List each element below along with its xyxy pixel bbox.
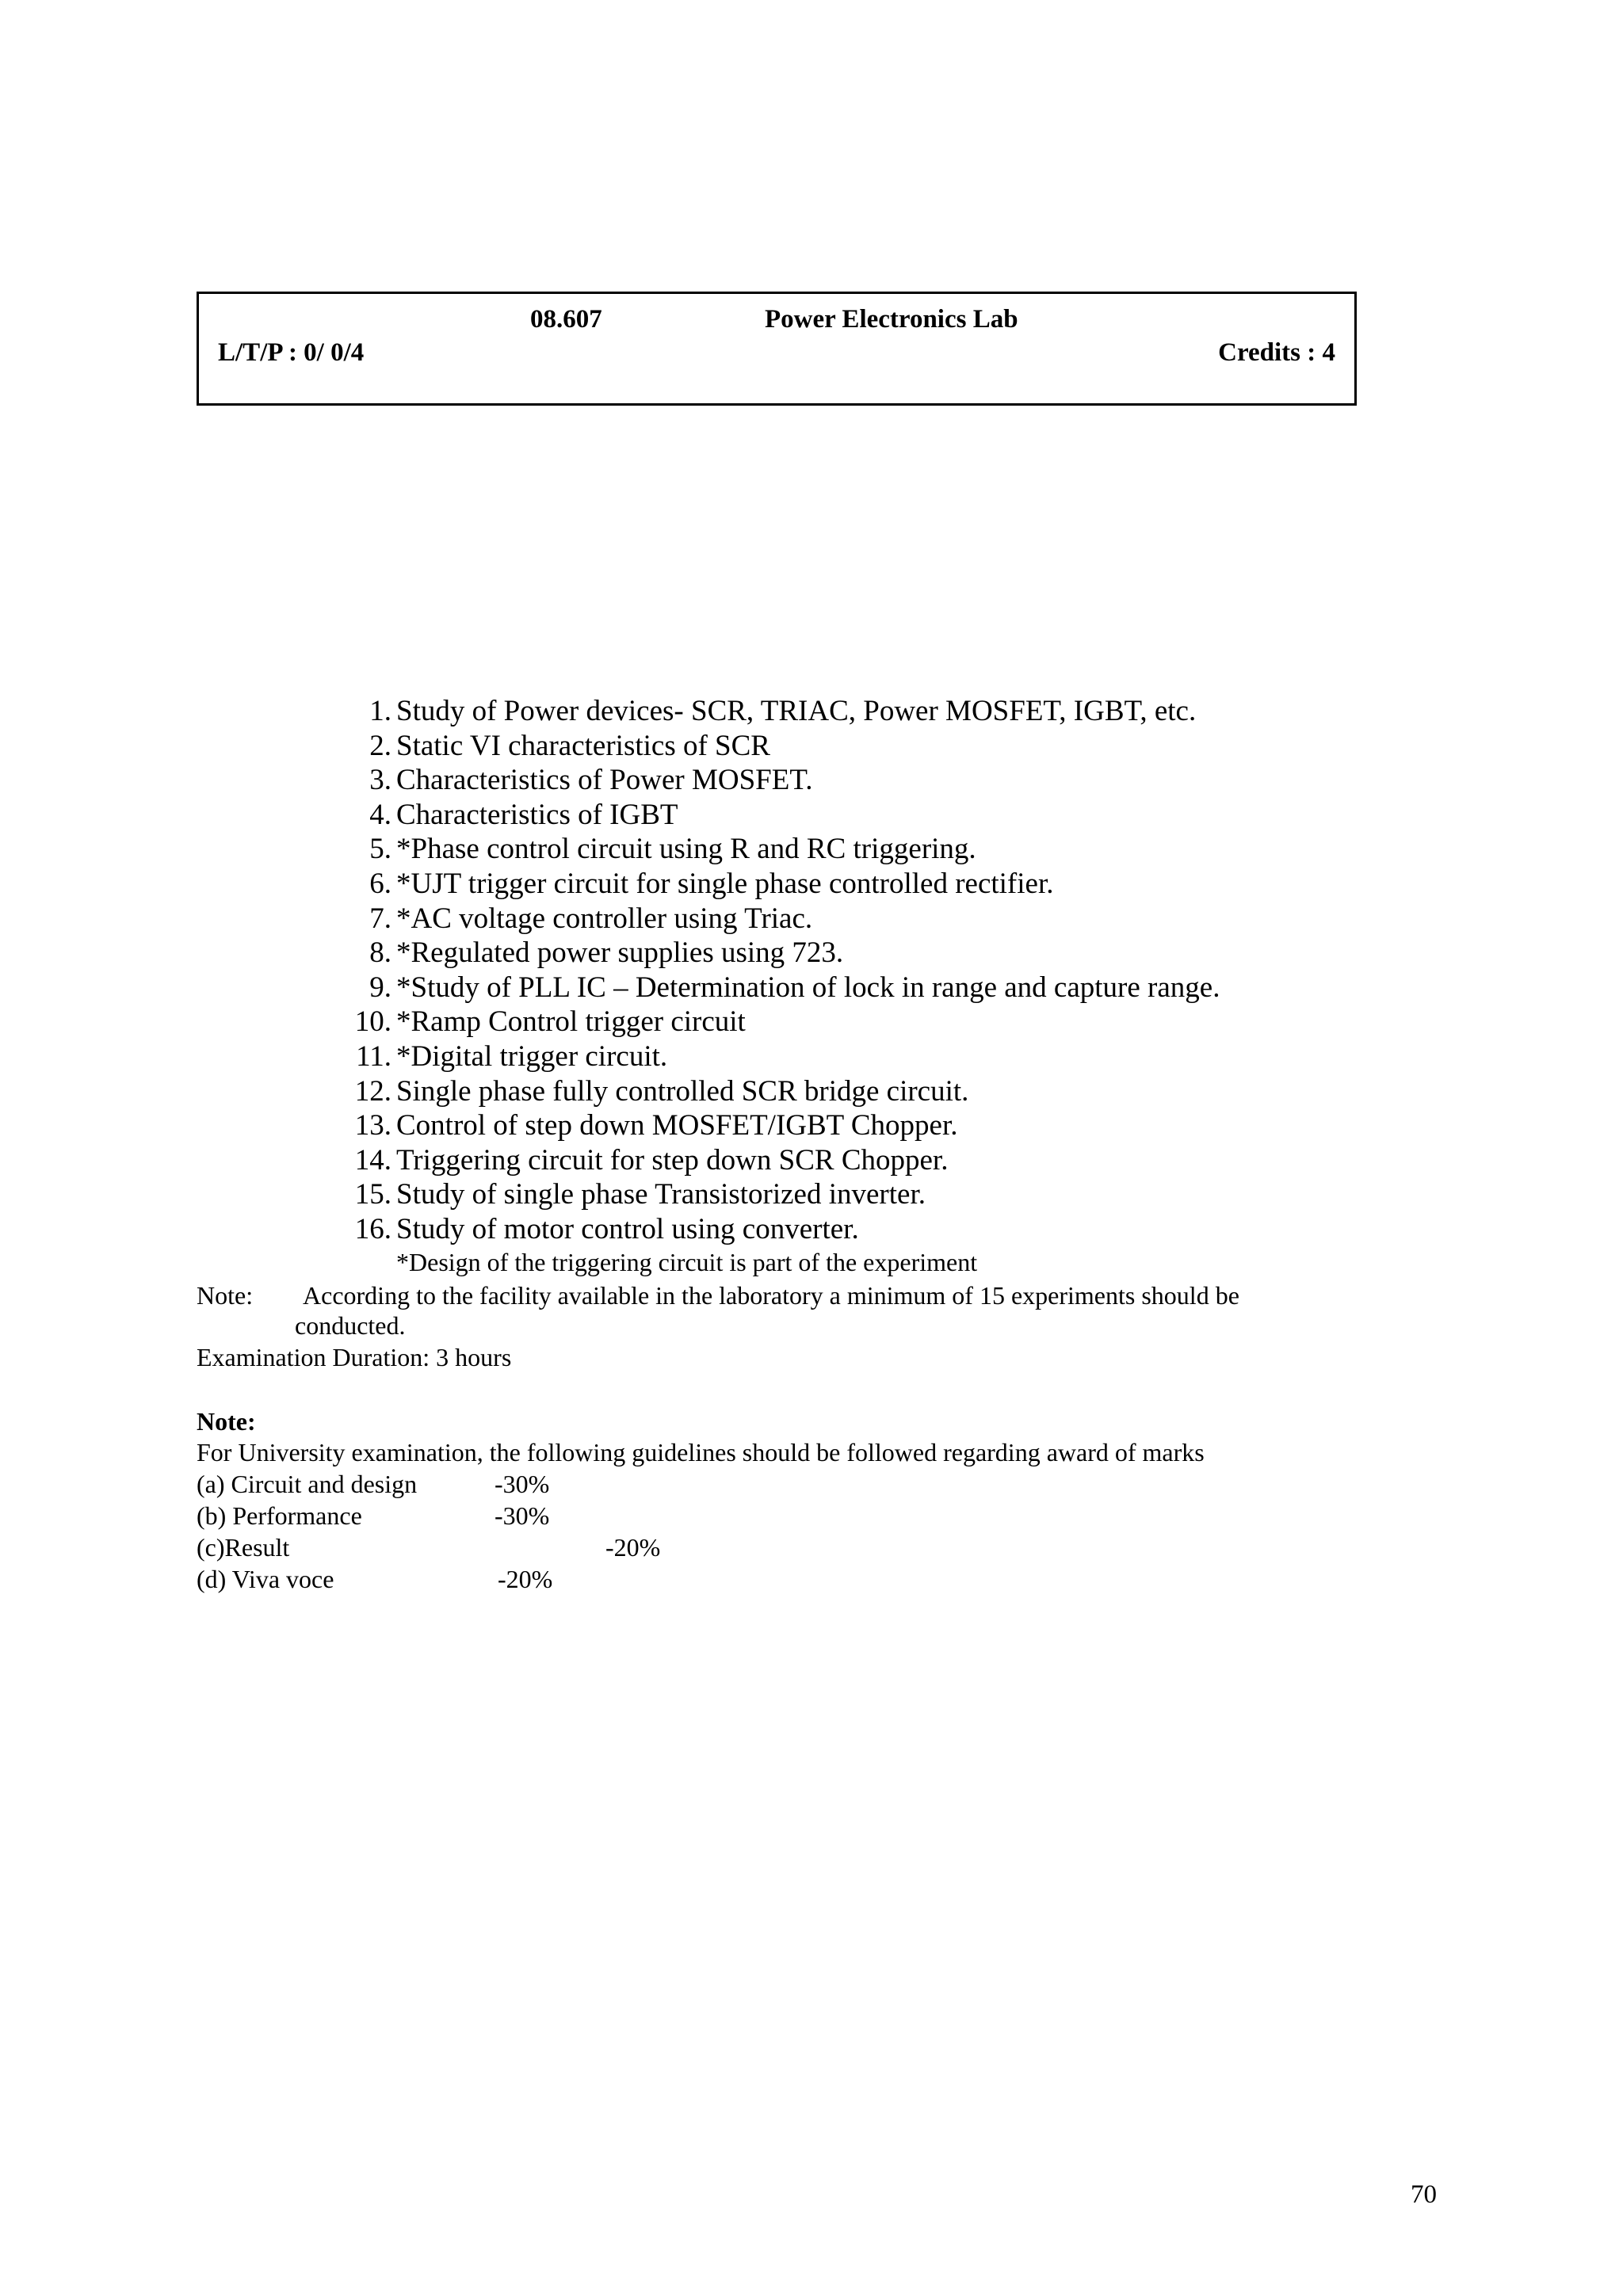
list-item-text: *UJT trigger circuit for single phase controlled rectifier.: [396, 867, 1054, 900]
list-item-text: Study of motor control using converter.: [396, 1212, 859, 1245]
list-item-text: Triggering circuit for step down SCR Chopper.: [396, 1143, 949, 1177]
note-text: According to the facility available in the laboratory a minimum of 15 experiments should be: [303, 1281, 1239, 1310]
list-item-text: *Digital trigger circuit.: [396, 1039, 668, 1073]
list-item: [341, 1177, 926, 1212]
marks-value: -30%: [495, 1470, 550, 1498]
list-item: [341, 798, 678, 833]
marks-value: -20%: [498, 1565, 553, 1593]
list-item: [341, 867, 1054, 902]
list-item: [341, 763, 813, 798]
marks-label: (a) Circuit and design: [197, 1470, 418, 1498]
list-item-text: Study of Power devices- SCR, TRIAC, Power MOSFET, IGBT, etc.: [396, 695, 1197, 727]
list-item: [341, 694, 1197, 729]
list-item-number: 4.: [369, 798, 391, 831]
list-item-text: *Phase control circuit using R and RC triggering.: [396, 833, 976, 866]
list-item: [341, 1074, 969, 1109]
list-item-number: 2.: [369, 729, 391, 762]
design-footnote: *Design of the triggering circuit is part of the experiment: [396, 1248, 978, 1276]
list-item-text: Control of step down MOSFET/IGBT Chopper.: [396, 1109, 958, 1142]
list-item-text: *Ramp Control trigger circuit: [396, 1005, 746, 1039]
marks-value: -30%: [495, 1501, 550, 1530]
list-item: [341, 902, 813, 936]
list-item-number: 3.: [369, 764, 391, 797]
list-item-text: Single phase fully controlled SCR bridge circuit.: [396, 1074, 969, 1108]
list-item: [341, 729, 770, 764]
list-item-text: Study of single phase Transistorized inverter.: [396, 1178, 926, 1211]
marks-note-heading: Note:: [197, 1407, 256, 1436]
course-code: 08.607: [530, 305, 602, 334]
list-item: [341, 1005, 746, 1039]
marks-label: (d) Viva voce: [197, 1565, 334, 1593]
list-item-number: 13.: [354, 1109, 391, 1142]
list-item-number: 5.: [369, 833, 391, 866]
list-item-number: 9.: [369, 971, 391, 1004]
list-item-number: 14.: [354, 1143, 391, 1177]
marks-note-text: For University examination, the following guidelines should be followed regarding award of marks: [197, 1438, 1205, 1466]
list-item-text: *AC voltage controller using Triac.: [396, 902, 813, 935]
ltp-hours: L/T/P : 0/ 0/4: [218, 338, 365, 367]
list-item-text: Static VI characteristics of SCR: [396, 729, 770, 762]
page-number: 70: [1411, 2180, 1437, 2209]
list-item: [341, 832, 976, 867]
list-item-text: Characteristics of IGBT: [396, 798, 678, 831]
course-title: Power Electronics Lab: [765, 305, 1018, 334]
list-item-text: Characteristics of Power MOSFET.: [396, 764, 813, 797]
marks-label: (b) Performance: [197, 1501, 362, 1530]
list-item: [341, 971, 1220, 1005]
marks-label: (c)Result: [197, 1533, 290, 1562]
list-item-number: 8.: [369, 936, 391, 970]
list-item-number: 1.: [369, 695, 391, 727]
list-item-number: 6.: [369, 867, 391, 900]
note-text-continuation: conducted.: [295, 1311, 406, 1340]
exam-duration: Examination Duration: 3 hours: [197, 1343, 512, 1371]
note-label: Note:: [197, 1281, 254, 1310]
list-item: [341, 1212, 859, 1247]
marks-value: -20%: [605, 1533, 661, 1562]
list-item-number: 10.: [354, 1005, 391, 1039]
list-item: [341, 936, 844, 971]
list-item-number: 12.: [354, 1074, 391, 1108]
list-item: [341, 1143, 949, 1178]
course-header-box: [197, 292, 1357, 406]
list-item-number: 7.: [369, 902, 391, 935]
list-item: [341, 1108, 958, 1143]
list-item-text: *Regulated power supplies using 723.: [396, 936, 844, 970]
list-item-number: 16.: [354, 1212, 391, 1245]
experiment-list: [341, 694, 1220, 1247]
list-item-number: 11.: [356, 1039, 391, 1073]
credits: Credits : 4: [1218, 338, 1335, 367]
list-item-number: 15.: [354, 1178, 391, 1211]
list-item-text: *Study of PLL IC – Determination of lock in range and capture range.: [396, 971, 1220, 1004]
list-item: [341, 1039, 668, 1074]
